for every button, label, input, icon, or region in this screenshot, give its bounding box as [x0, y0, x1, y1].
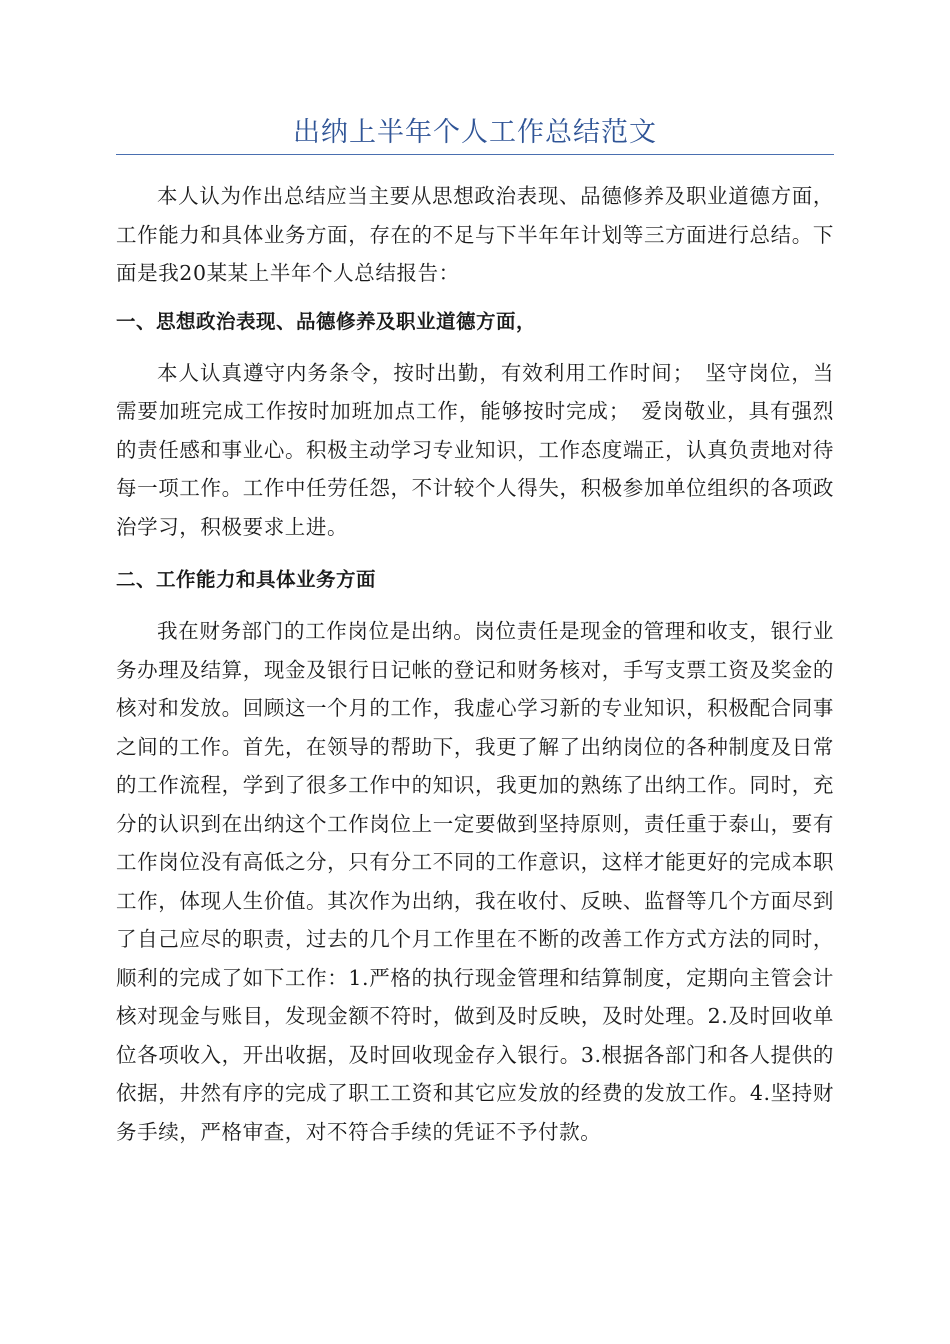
- section-1-heading: 一、思想政治表现、品德修养及职业道德方面，: [116, 309, 537, 333]
- title-underline: [116, 154, 834, 155]
- document-page: [116, 0, 834, 1151]
- section-2-heading: 二、工作能力和具体业务方面: [116, 568, 377, 591]
- intro-paragraph: 本人认为作出总结应当主要从思想政治表现、品德修养及职业道德方面，工作能力和具体业务方面，存在的不足与下半年年计划等三方面进行总结。下面是我20某某上半年个人总结报告：: [116, 184, 834, 285]
- section-2-paragraph: 我在财务部门的工作岗位是出纳。岗位责任是现金的管理和收支，银行业务办理及结算，现金及银行日记帐的登记和财务核对，手写支票工资及奖金的核对和发放。回顾这一个月的工作，我虚心学习新的专业知识，积极配合同事之间的工作。首先，在领导的帮助下，我更了解了出纳岗位的各种制度及日常的工作流程，学到了很多工作中的知识，我更加的熟练了出纳工作。同时，充分的认识到在出纳这个工作岗位上一定要做到坚持原则，责任重于泰山，要有工作岗位没有高低之分，只有分工不同的工作意识，这样才能更好的完成本职工作，体现人生价值。其次作为出纳，我在收付、反映、监督等几个方面尽到了自己应尽的职责，过去的几个月工作里在不断的改善工作方式方法的同时，顺利的完成了如下工作：1.严格的执行现金管理和结算制度，定期向主管会计核对现金与账目，发现金额不符时，做到及时反映，及时处理。2.及时回收单位各项收入，开出收据，及时回收现金存入银行。3.根据各部门和各人提供的依据，井然有序的完成了职工工资和其它应发放的经费的发放工作。4.坚持财务手续，严格审查，对不符合手续的凭证不予付款。: [116, 619, 834, 1144]
- document-title: 出纳上半年个人工作总结范文: [293, 117, 657, 148]
- section-1-paragraph: 本人认真遵守内务条令，按时出勤，有效利用工作时间； 坚守岗位，当需要加班完成工作按时加班加点工作，能够按时完成； 爱岗敬业，具有强烈的责任感和事业心。积极主动学习专业知识，工作态度端正，认真负责地对待每一项工作。工作中任劳任怨，不计较个人得失，积极参加单位组织的各项政治学习，积极要求上进。: [116, 360, 834, 539]
